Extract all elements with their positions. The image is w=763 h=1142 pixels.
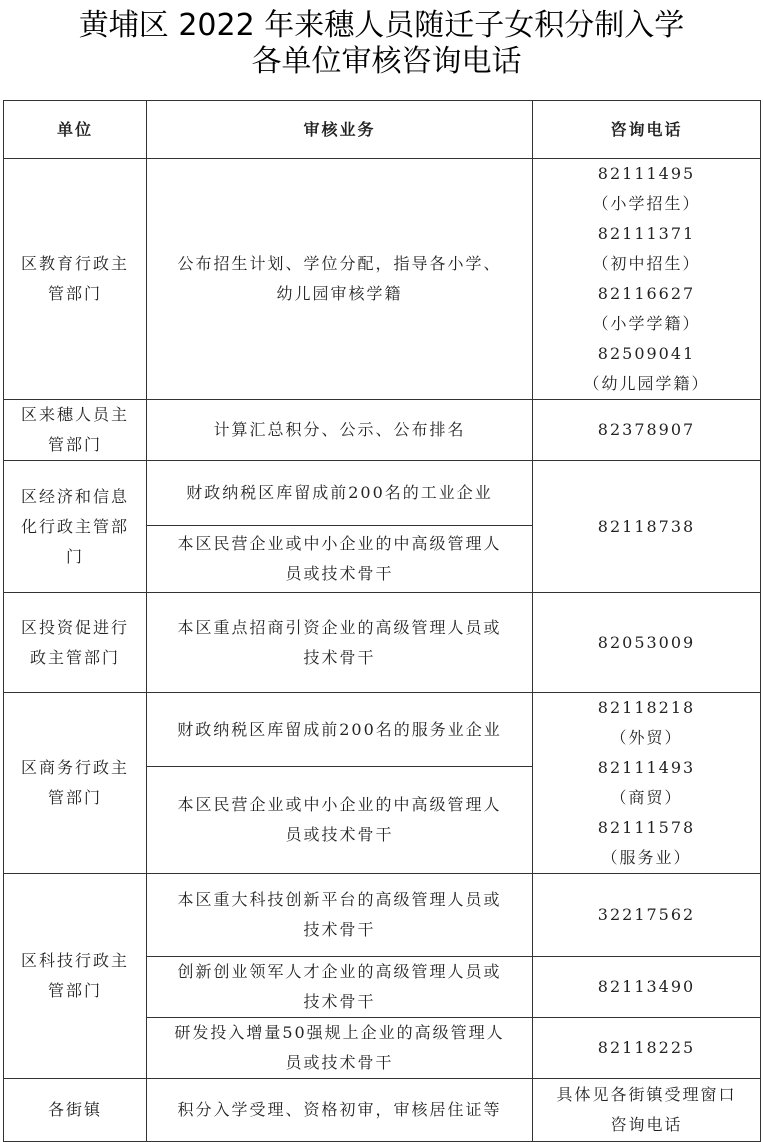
phone-number: 82509041 (597, 344, 696, 363)
business-cell (147, 957, 533, 1018)
unit-text: 管部门 (47, 981, 102, 1000)
business-text: 公布招生计划、学位分配，指导各小学、 (177, 254, 502, 273)
title-line-2: 各单位审核咨询电话 (251, 44, 522, 79)
phone-note: （商贸） (610, 788, 683, 807)
unit-cell (4, 159, 147, 400)
table-row (4, 874, 761, 957)
business-text: 创新创业领军人才企业的高级管理人员或 (177, 962, 502, 981)
unit-text: 区科技行政主 (20, 951, 129, 970)
phone-number: 82053009 (533, 593, 761, 693)
phone-note: （服务业） (601, 848, 692, 867)
business-cell (147, 767, 533, 874)
business-cell (147, 159, 533, 400)
unit-cell (4, 461, 147, 593)
phone-number: 82111578 (597, 818, 696, 837)
phone-number: 82378907 (533, 400, 761, 461)
business-text: 技术骨干 (303, 920, 376, 939)
title-line-1: 黄埔区 2022 年来穗人员随迁子女积分制入学 (78, 8, 685, 43)
phone-cell (533, 693, 761, 874)
phone-note: （小学学籍） (592, 314, 701, 333)
phone-note: （初中招生） (592, 254, 701, 273)
phone-number: 82111371 (597, 224, 696, 243)
unit-text: 管部门 (47, 788, 102, 807)
unit-text: 区来穗人员主 (20, 405, 129, 424)
unit-cell (4, 874, 147, 1079)
document-title (0, 8, 763, 80)
unit-text: 门 (65, 546, 84, 566)
table-row (4, 693, 761, 767)
phone-number: 82118225 (533, 1018, 761, 1079)
unit-cell (4, 693, 147, 874)
business-text: 技术骨干 (303, 647, 376, 667)
unit-text: 区经济和信息 (20, 486, 129, 506)
unit-text: 化行政主管部 (20, 516, 129, 536)
unit-text: 区教育行政主 (20, 254, 129, 273)
table-row (4, 1079, 761, 1142)
header-unit: 单位 (4, 101, 147, 159)
business-text: 本区民营企业或中小企业的中高级管理人 (177, 795, 502, 815)
phone-cell (533, 1079, 761, 1142)
business-cell (147, 526, 533, 593)
business-text: 幼儿园审核学籍 (276, 284, 403, 303)
unit-text: 区投资促进行 (20, 617, 129, 637)
phone-cell (533, 159, 761, 400)
business-cell (147, 874, 533, 957)
unit-cell: 各街镇 (4, 1079, 147, 1142)
phone-note: 咨询电话 (610, 1115, 683, 1134)
unit-text: 管部门 (47, 284, 102, 303)
business-cell: 财政纳税区库留成前200名的服务业企业 (147, 693, 533, 767)
business-cell: 积分入学受理、资格初审，审核居住证等 (147, 1079, 533, 1142)
unit-text: 管部门 (47, 435, 102, 454)
business-cell (147, 593, 533, 693)
business-text: 本区重点招商引资企业的高级管理人员或 (177, 617, 502, 637)
business-text: 员或技术骨干 (285, 1053, 394, 1072)
phone-note: 具体见各街镇受理窗口 (556, 1085, 737, 1104)
phone-number: 82111493 (597, 758, 696, 777)
business-text: 员或技术骨干 (285, 564, 394, 583)
phone-note: （外贸） (610, 728, 683, 747)
table-row (4, 159, 761, 400)
header-business: 审核业务 (147, 101, 533, 159)
contact-table (3, 100, 761, 1142)
table-row (4, 593, 761, 693)
header-phone: 咨询电话 (533, 101, 761, 159)
table-row (4, 400, 761, 461)
business-cell: 计算汇总积分、公示、公布排名 (147, 400, 533, 461)
phone-number: 82113490 (533, 957, 761, 1018)
table-header-row (4, 101, 761, 159)
phone-number: 82116627 (597, 284, 696, 303)
business-cell (147, 1018, 533, 1079)
phone-number: 82118218 (597, 698, 696, 717)
business-cell: 财政纳税区库留成前200名的工业企业 (147, 461, 533, 526)
phone-number: 32217562 (533, 874, 761, 957)
phone-note: （小学招生） (592, 194, 701, 213)
table-row (4, 461, 761, 526)
business-text: 本区重大科技创新平台的高级管理人员或 (177, 890, 502, 909)
business-text: 本区民营企业或中小企业的中高级管理人 (177, 534, 502, 553)
unit-text: 政主管部门 (29, 647, 120, 667)
unit-text: 区商务行政主 (20, 758, 129, 777)
business-text: 技术骨干 (303, 992, 376, 1011)
unit-cell (4, 400, 147, 461)
phone-note: （幼儿园学籍） (583, 374, 710, 393)
phone-number: 82118738 (533, 461, 761, 593)
phone-number: 82111495 (597, 164, 696, 183)
business-text: 员或技术骨干 (285, 825, 394, 845)
business-text: 研发投入增量50强规上企业的高级管理人 (174, 1023, 505, 1042)
unit-cell (4, 593, 147, 693)
